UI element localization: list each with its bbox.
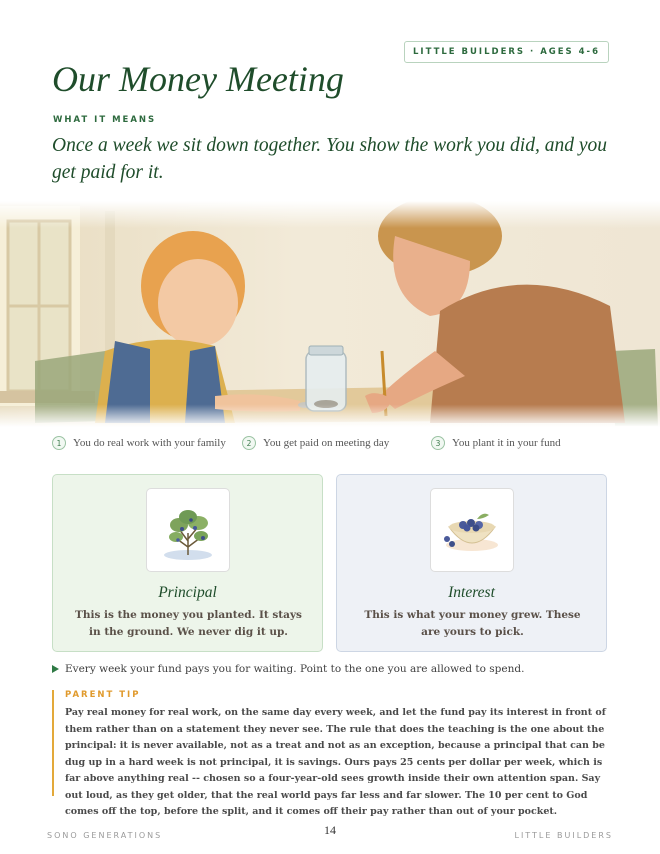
step-item <box>242 436 389 450</box>
page-title: Our Money Meeting <box>52 59 344 99</box>
step-label: You get paid on meeting day <box>263 437 390 449</box>
hero-illustration <box>0 201 660 427</box>
principal-card <box>52 474 323 652</box>
tip-body: Pay real money for real work, on the same day every week, and let the fund pay its interest in front of them rather than on a statement they never see. The rule that does the teaching is the one about the principal: it is never available, not as a treat and not as an exception, because a principal that can be dug up in a hard week is not principal, it is savings. Ours pays 25 cents per dollar per week, which is far above anything real -- chosen so a four-year-old sees growth inside their own attention span. Say out loud, as they get older, that the real world pays far less and far slower. The 10 per cent to God comes off the top, before the split, and it comes off their pay rather than out of your pocket. <box>65 707 606 817</box>
step-number: 1 <box>52 436 66 450</box>
card-text: This is the money you planted. It stays in the ground. We never dig it up. <box>75 609 302 638</box>
card-title: Interest <box>448 584 495 601</box>
step-label: You do real work with your family <box>73 437 226 449</box>
parent-tip <box>52 690 608 817</box>
step-item <box>52 436 226 450</box>
tip-label: PARENT TIP <box>65 690 141 700</box>
interest-card <box>336 474 607 652</box>
section-kicker: WHAT IT MEANS <box>53 115 157 125</box>
footer-publisher: SONO GENERATIONS <box>47 831 163 840</box>
page-number: 14 <box>324 823 336 837</box>
step-item <box>431 436 561 450</box>
series-badge: LITTLE BUILDERS · AGES 4-6 <box>404 41 609 63</box>
step-label: You plant it in your fund <box>452 437 561 449</box>
lede-text: Once a week we sit down together. You show the work you did, and you get paid for it. <box>52 135 607 183</box>
card-title: Principal <box>158 584 217 601</box>
key-point-text: Every week your fund pays you for waiting. Point to the one you are allowed to spend. <box>65 663 525 675</box>
steps-row <box>0 436 660 452</box>
step-number: 3 <box>431 436 445 450</box>
card-text: This is what your money grew. These are yours to pick. <box>364 609 581 638</box>
blueberry-bowl-image <box>430 488 514 572</box>
step-number: 2 <box>242 436 256 450</box>
key-point <box>52 663 524 675</box>
arrow-right-icon <box>52 665 59 673</box>
footer-series: LITTLE BUILDERS <box>514 831 613 840</box>
blueberry-bush-image <box>146 488 230 572</box>
